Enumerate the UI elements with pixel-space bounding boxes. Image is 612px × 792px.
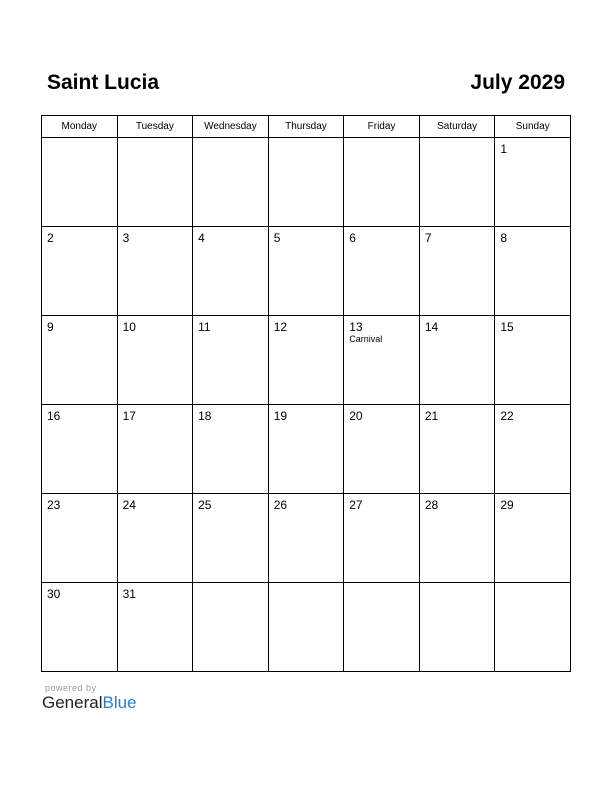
day-number — [495, 583, 570, 587]
day-number: 18 — [198, 409, 212, 423]
day-number: 16 — [47, 409, 61, 423]
day-number: 21 — [424, 409, 439, 423]
day-number: 5 — [273, 231, 281, 245]
day-number — [269, 583, 344, 587]
day-number: 19 — [273, 409, 288, 423]
week-row — [42, 494, 571, 583]
day-cell[interactable] — [42, 494, 118, 583]
day-number: 12 — [273, 320, 288, 334]
day-number: 23 — [47, 498, 61, 512]
calendar-grid — [41, 115, 571, 672]
day-number: 25 — [198, 498, 212, 512]
day-cell[interactable] — [193, 494, 269, 583]
weekday-header: Monday — [42, 116, 118, 138]
weekday-header: Friday — [344, 116, 420, 138]
day-cell[interactable] — [495, 405, 571, 494]
day-cell[interactable] — [495, 227, 571, 316]
day-number: 2 — [47, 231, 54, 245]
day-cell[interactable] — [344, 227, 420, 316]
day-number: 27 — [349, 498, 363, 512]
day-cell[interactable] — [117, 583, 193, 672]
week-row — [42, 583, 571, 672]
month-year-title: July 2029 — [470, 71, 565, 94]
brand-blue-text: Blue — [102, 693, 137, 712]
day-cell[interactable] — [42, 227, 118, 316]
day-cell[interactable] — [268, 316, 344, 405]
empty-day-cell — [117, 138, 193, 227]
day-number: 28 — [424, 498, 439, 512]
day-number: 29 — [500, 498, 514, 512]
weekday-header: Sunday — [495, 116, 571, 138]
day-cell[interactable] — [193, 405, 269, 494]
weekday-header-row — [42, 116, 571, 138]
day-number — [420, 583, 495, 587]
day-number: 15 — [500, 320, 514, 334]
day-number: 17 — [122, 409, 136, 423]
generalblue-logo[interactable] — [42, 693, 137, 713]
day-number — [42, 138, 117, 142]
day-number: 7 — [424, 231, 432, 245]
day-number: 26 — [273, 498, 288, 512]
day-cell[interactable] — [193, 316, 269, 405]
day-cell[interactable] — [419, 316, 495, 405]
day-number: 20 — [349, 409, 363, 423]
day-cell[interactable] — [419, 494, 495, 583]
day-cell[interactable] — [419, 227, 495, 316]
country-title: Saint Lucia — [47, 71, 160, 94]
day-cell[interactable] — [344, 405, 420, 494]
day-cell[interactable] — [117, 494, 193, 583]
day-number: 6 — [349, 231, 356, 245]
day-number: 1 — [500, 142, 508, 156]
day-cell[interactable] — [193, 227, 269, 316]
week-row — [42, 138, 571, 227]
weekday-header: Tuesday — [117, 116, 193, 138]
empty-day-cell — [193, 138, 269, 227]
week-row — [42, 405, 571, 494]
day-cell[interactable] — [495, 138, 571, 227]
brand-general-text: General — [42, 693, 103, 712]
day-number: 3 — [122, 231, 130, 245]
day-cell[interactable] — [344, 316, 420, 405]
day-cell[interactable] — [495, 316, 571, 405]
day-cell[interactable] — [495, 494, 571, 583]
day-number: 8 — [500, 231, 508, 245]
day-number: 22 — [500, 409, 514, 423]
week-row — [42, 227, 571, 316]
day-cell[interactable] — [117, 316, 193, 405]
powered-by-label: powered by — [45, 683, 97, 693]
day-cell[interactable] — [268, 405, 344, 494]
day-cell[interactable] — [419, 405, 495, 494]
holiday-label: Carnival — [349, 334, 383, 344]
day-number: 9 — [47, 320, 54, 334]
empty-day-cell — [419, 138, 495, 227]
day-number: 11 — [198, 320, 211, 334]
day-cell[interactable] — [268, 494, 344, 583]
day-number: 31 — [122, 587, 136, 601]
day-number — [420, 138, 495, 142]
empty-day-cell — [193, 583, 269, 672]
day-cell[interactable] — [117, 405, 193, 494]
empty-day-cell — [344, 583, 420, 672]
day-number: 13 — [349, 320, 363, 334]
empty-day-cell — [495, 583, 571, 672]
day-cell[interactable] — [268, 227, 344, 316]
day-number: 24 — [122, 498, 136, 512]
weekday-header: Thursday — [268, 116, 344, 138]
day-number: 30 — [47, 587, 61, 601]
empty-day-cell — [419, 583, 495, 672]
day-number — [344, 583, 419, 587]
day-number — [193, 138, 268, 142]
empty-day-cell — [268, 583, 344, 672]
day-number — [193, 583, 268, 587]
weekday-header: Saturday — [419, 116, 495, 138]
empty-day-cell — [42, 138, 118, 227]
day-cell[interactable] — [42, 405, 118, 494]
day-number — [344, 138, 419, 142]
week-row — [42, 316, 571, 405]
day-number: 14 — [424, 320, 439, 334]
day-number: 10 — [122, 320, 136, 334]
day-number — [269, 138, 344, 142]
day-number — [118, 138, 193, 142]
empty-day-cell — [268, 138, 344, 227]
day-cell[interactable] — [42, 316, 118, 405]
empty-day-cell — [344, 138, 420, 227]
day-cell[interactable] — [344, 494, 420, 583]
day-cell[interactable] — [117, 227, 193, 316]
day-cell[interactable] — [42, 583, 118, 672]
day-number: 4 — [198, 231, 205, 245]
weekday-header: Wednesday — [193, 116, 269, 138]
